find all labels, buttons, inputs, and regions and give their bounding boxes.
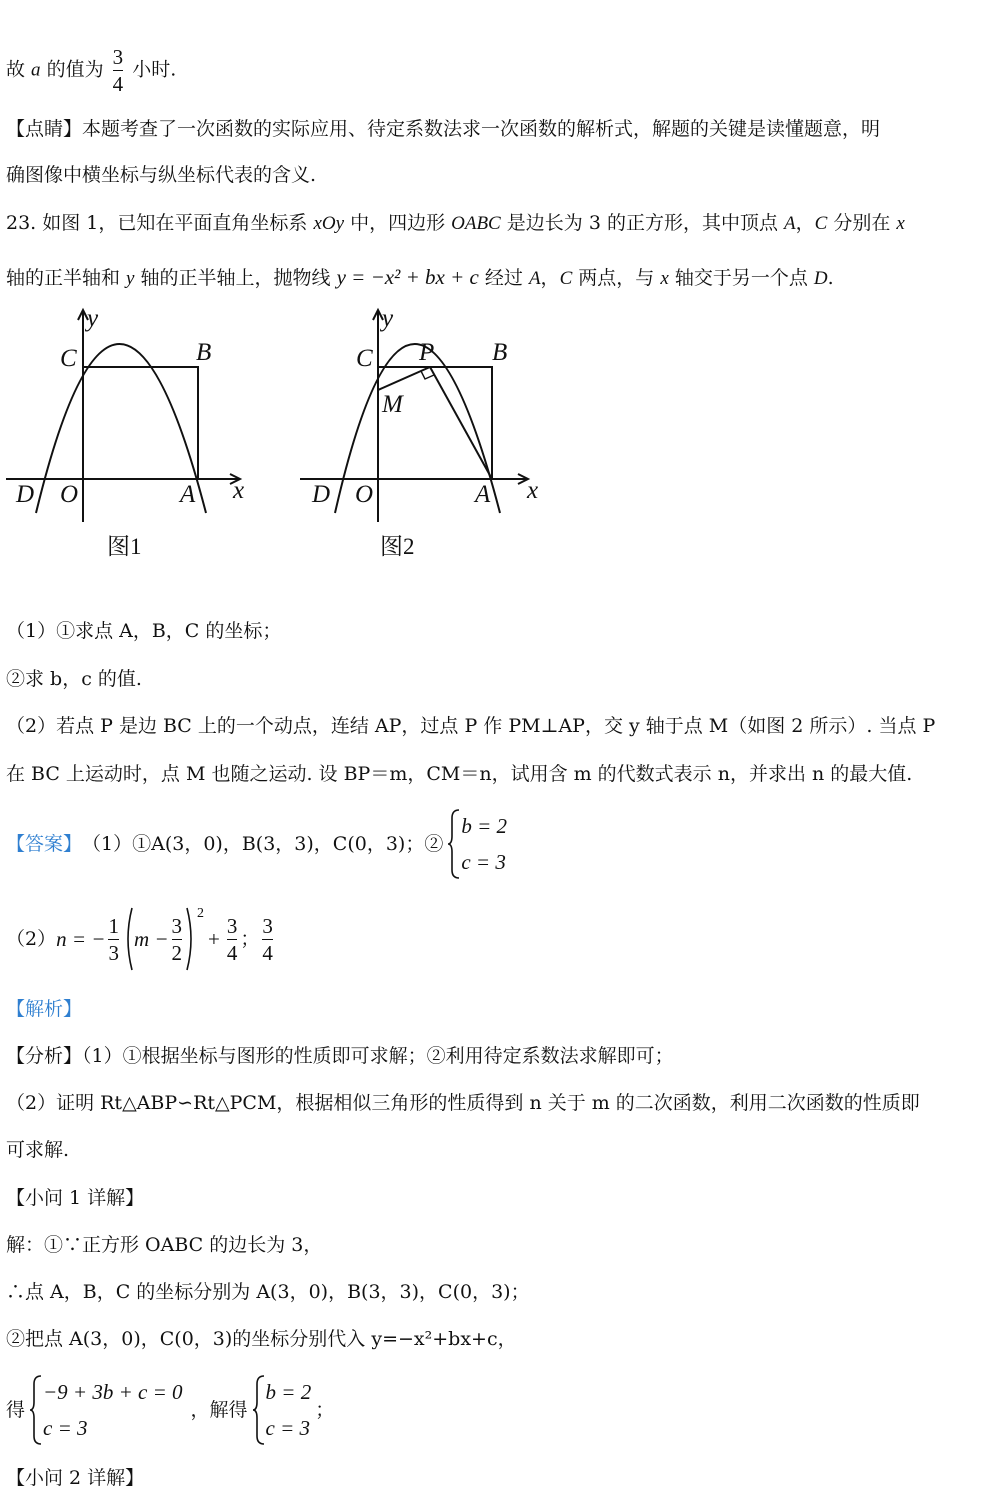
dianjing-line-1: 【点睛】本题考查了一次函数的实际应用、待定系数法求一次函数的解析式，解题的关键是读懂题意，明 xyxy=(6,118,881,140)
figure-2 xyxy=(290,300,550,570)
segment-PM xyxy=(378,367,430,390)
system-2: b = 2 c = 3 xyxy=(252,1374,312,1446)
question-1b: ②求 b，c 的值. xyxy=(6,668,142,690)
problem-line-1: 23. 如图 1，已知在平面直角坐标系 xOy 中，四边形 OABC 是边长为 3 的正方形，其中顶点 A，C 分别在 x xyxy=(6,212,905,234)
label-B: B xyxy=(492,339,508,366)
answer-tag: 【答案】 xyxy=(6,833,83,855)
subquestion-1-heading: 【小问 1 详解】 xyxy=(6,1187,145,1209)
label-O: O xyxy=(355,481,374,508)
analysis-fenxi-1: 【分析】（1）①根据坐标与图形的性质即可求解；②利用待定系数法求解即可； xyxy=(6,1045,674,1067)
dianjing-line-2: 确图像中横坐标与纵坐标代表的含义. xyxy=(6,164,317,186)
label-C: C xyxy=(60,345,77,372)
problem-line-2: 轴的正半轴和 y 轴的正半轴上，抛物线 y = −x² + bx + c 经过 A，C 两点，与 x 轴交于另一个点 D. xyxy=(6,265,834,289)
analysis-tag: 【解析】 xyxy=(6,998,83,1020)
solution-line-1: 解：①∵正方形 OABC 的边长为 3， xyxy=(6,1234,323,1256)
label-x: x xyxy=(233,477,245,504)
segment-PA xyxy=(430,367,492,479)
label-O: O xyxy=(60,481,79,508)
conclusion-line: 故 a 的值为 $\frac{3}{4}$ 小时. xyxy=(6,45,177,96)
label-A: A xyxy=(180,481,196,508)
system-1: −9 + 3b + c = 0 c = 3 xyxy=(29,1374,183,1446)
label-D: D xyxy=(312,481,331,508)
label-A: A xyxy=(475,481,491,508)
label-y: y xyxy=(382,305,394,332)
answer-system: b = 2 c = 3 xyxy=(447,808,507,880)
answer-line-1: 【答案】 （1）①A(3，0)，B(3，3)，C(0，3)；② b = 2 c = 3 xyxy=(6,808,511,880)
label-M: M xyxy=(382,391,403,418)
brace-icon xyxy=(447,808,461,880)
fraction: $\frac{3}{4}$ xyxy=(112,45,124,96)
question-2-line-2: 在 BC 上运动时，点 M 也随之运动. 设 BP＝m，CM＝n，试用含 m 的代数式表示 n，并求出 n 的最大值. xyxy=(6,763,913,785)
square-edges xyxy=(83,367,198,479)
analysis-fenxi-2: （2）证明 Rt△ABP∽Rt△PCM，根据相似三角形的性质得到 n 关于 m 的二次函数，利用二次函数的性质即 xyxy=(6,1092,920,1114)
square-edges xyxy=(378,367,492,479)
question-2-line-1: （2）若点 P 是边 BC 上的一个动点，连结 AP，过点 P 作 PM⊥AP，交 y 轴于点 M（如图 2 所示）. 当点 P xyxy=(6,715,936,737)
label-P: P xyxy=(419,339,435,366)
answer-line-2: （2） n = − $\frac{1}{3}$ m − $\frac{3}{2}$ 2 + $\frac{3}{4}$ ； $\frac{3}{4}$ xyxy=(6,906,276,972)
left-paren-icon xyxy=(122,906,134,972)
analysis-fenxi-3: 可求解. xyxy=(6,1139,70,1161)
brace-icon xyxy=(252,1374,266,1446)
caption-fig2: 图2 xyxy=(380,534,415,559)
question-1a: （1）①求点 A，B，C 的坐标； xyxy=(6,620,282,642)
label-y: y xyxy=(87,305,99,332)
label-C: C xyxy=(356,345,373,372)
label-B: B xyxy=(196,339,212,366)
subquestion-2-heading: 【小问 2 详解】 xyxy=(6,1467,145,1489)
right-paren-icon xyxy=(185,906,197,972)
figure-1 xyxy=(0,300,260,570)
solution-line-3: ②把点 A(3，0)，C(0，3)的坐标分别代入 y=−x²+bx+c， xyxy=(6,1328,517,1350)
label-D: D xyxy=(16,481,35,508)
solution-systems: 得 −9 + 3b + c = 0 c = 3 ，解得 b = 2 c = 3 ； xyxy=(6,1374,334,1446)
solution-line-2: ∴点 A，B，C 的坐标分别为 A(3，0)，B(3，3)，C(0，3)； xyxy=(6,1281,530,1303)
caption-fig1: 图1 xyxy=(107,534,142,559)
label-x: x xyxy=(527,477,539,504)
brace-icon xyxy=(29,1374,43,1446)
